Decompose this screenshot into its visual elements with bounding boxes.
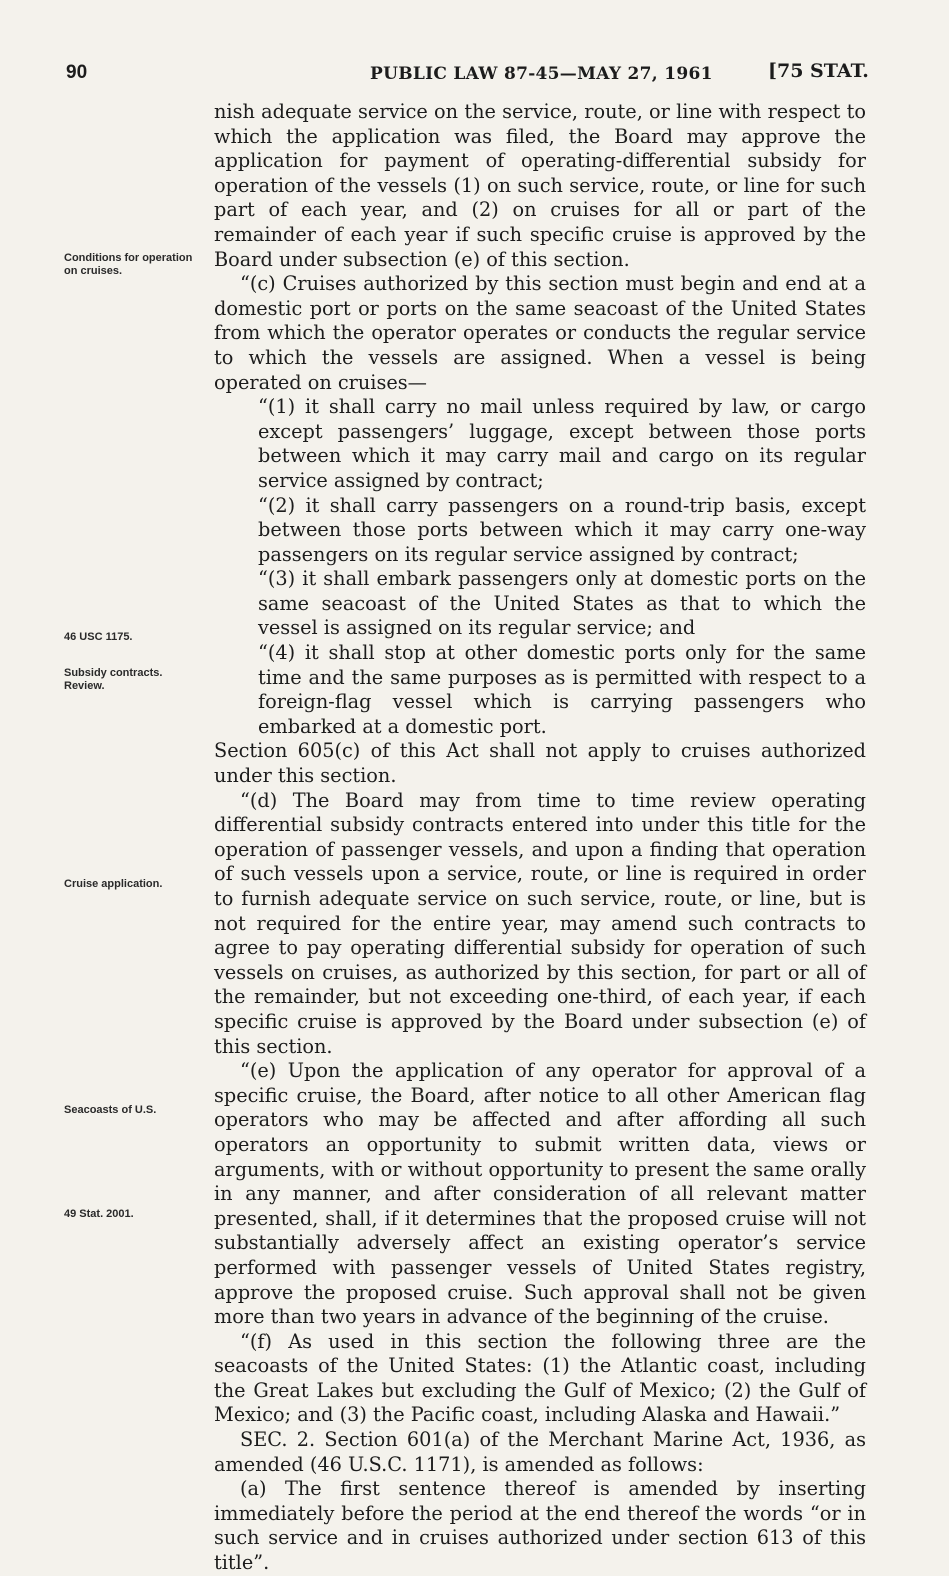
paragraph-605: Section 605(c) of this Act shall not apply to cruises authorized under this section. <box>214 739 866 788</box>
item-4: “(4) it shall stop at other domestic ports only for the same time and the same purposes as is permitted with respect to a foreign-flag vessel which is carrying passengers who embarked at a domestic port. <box>258 641 866 738</box>
running-title: PUBLIC LAW 87-45—MAY 27, 1961 <box>370 64 713 84</box>
section-2: SEC. 2. Section 601(a) of the Merchant Marine Act, 1936, as amended (46 U.S.C. 1171), is amended as follows: <box>214 1428 866 1476</box>
margin-note-usc: 46 USC 1175. <box>64 631 133 643</box>
paragraph-c: “(c) Cruises authorized by this section must begin and end at a domestic port or ports on the same seacoast of the United States from which the operator operates or conducts the regular service to which the vessels are assigned. When a vessel is being operated on cruises— <box>214 272 866 394</box>
paragraph-intro: nish adequate service on the service, route, or line with respect to which the application was filed, the Board may approve the application for payment of operating-differential subsidy for operation of the vessels (1) on such service, route, or line for such part of each year, and (2) on cruises for all or part of the remainder of each year if such specific cruise is approved by the Board under subsection (e) of this section. <box>214 100 866 271</box>
margin-note-conditions: Conditions for operation on cruises. <box>64 252 193 277</box>
margin-note-subsidy: Subsidy contracts. Review. <box>64 667 163 692</box>
paragraph-d: “(d) The Board may from time to time review operating differential subsidy contracts entered into under this title for the operation of passenger vessels, and upon a finding that operation of such vessels upon a service, route, or line is required in order to furnish adequate service on such service, route, or line, but is not required for the entire year, may amend such contracts to agree to pay operating differential subsidy for operation of such vessels on cruises, as authorized by this section, for part or all of the remainder, but not exceeding one-third, of each year, if each specific cruise is approved by the Board under subsection (e) of this section. <box>214 788 866 1058</box>
statute-reference: [75 STAT. <box>768 60 869 82</box>
page-number: 90 <box>66 62 88 83</box>
item-2: “(2) it shall carry passengers on a round-trip basis, except between those ports between which it may carry one-way passengers on its regular service assigned by contract; <box>258 493 866 566</box>
page-header <box>0 62 949 92</box>
paragraph-a: (a) The first sentence thereof is amended by inserting immediately before the period at the end thereof the words “or in such service and in cruises authorized under section 613 of this title”. <box>214 1477 866 1575</box>
item-3: “(3) it shall embark passengers only at domestic ports on the same seacoast of the United States as that to which the vessel is assigned on its regular service; and <box>258 567 866 640</box>
body-text <box>214 100 866 1576</box>
paragraph-e: “(e) Upon the application of any operator for approval of a specific cruise, the Board, after notice to all other American flag operators who may be affected and after affording all such operators an opportunity to submit written data, views or arguments, with or without opportunity to present the same orally in any manner, and after consideration of all relevant matter presented, shall, if it determines that the proposed cruise will not substantially adversely affect an existing operator’s service performed with passenger vessels of United States registry, approve the proposed cruise. Such approval shall not be given more than two years in advance of the beginning of the cruise. <box>214 1059 866 1329</box>
item-1: “(1) it shall carry no mail unless required by law, or cargo except passengers’ luggage, except between those ports between which it may carry mail and cargo on its regular service assigned by contract; <box>258 395 866 492</box>
paragraph-f: “(f) As used in this section the following three are the seacoasts of the United States: (1) the Atlantic coast, including the Great Lakes but excluding the Gulf of Mexico; (2) the Gulf of Mexico; and (3) the Pacific coast, including Alaska and Hawaii.” <box>214 1329 866 1427</box>
margin-note-stat: 49 Stat. 2001. <box>64 1208 134 1220</box>
margin-note-seacoasts: Seacoasts of U.S. <box>64 1104 157 1116</box>
margin-note-cruise-application: Cruise application. <box>64 878 163 890</box>
